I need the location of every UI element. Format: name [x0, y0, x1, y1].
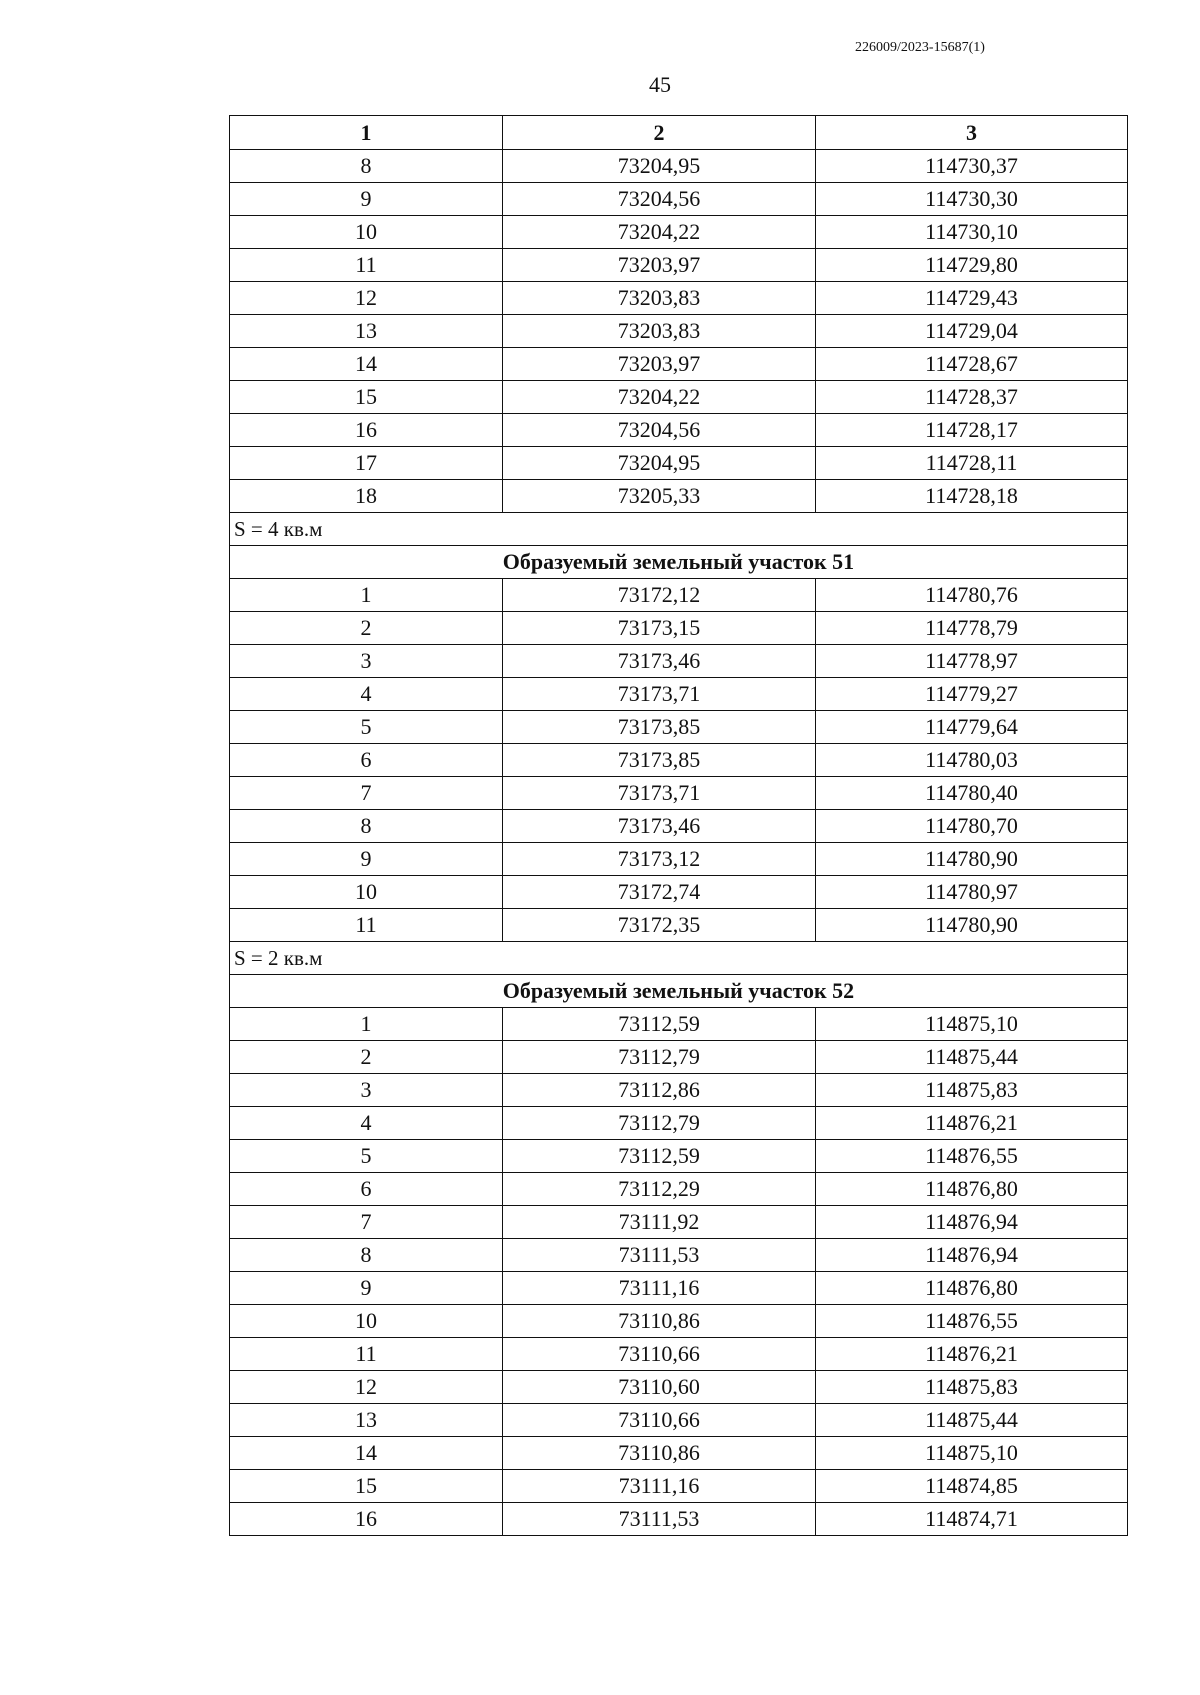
x-coordinate-cell: 73111,16: [503, 1470, 816, 1503]
coordinates-table-body: [230, 116, 1128, 1536]
y-coordinate-cell: 114780,70: [816, 810, 1128, 843]
y-coordinate-cell: 114875,10: [816, 1437, 1128, 1470]
y-coordinate-cell: 114876,55: [816, 1305, 1128, 1338]
column-header-x: 2: [503, 116, 816, 150]
y-coordinate-cell: 114876,21: [816, 1338, 1128, 1371]
y-coordinate-cell: 114779,27: [816, 678, 1128, 711]
x-coordinate-cell: 73204,22: [503, 381, 816, 414]
table-row: [230, 843, 1128, 876]
x-coordinate-cell: 73173,71: [503, 678, 816, 711]
y-coordinate-cell: 114778,79: [816, 612, 1128, 645]
x-coordinate-cell: 73173,12: [503, 843, 816, 876]
table-row: [230, 183, 1128, 216]
area-row: [230, 513, 1128, 546]
table-row: [230, 249, 1128, 282]
point-number-cell: 9: [230, 843, 503, 876]
x-coordinate-cell: 73110,66: [503, 1338, 816, 1371]
y-coordinate-cell: 114728,67: [816, 348, 1128, 381]
x-coordinate-cell: 73110,60: [503, 1371, 816, 1404]
table-row: [230, 1503, 1128, 1536]
table-row: [230, 1206, 1128, 1239]
point-number-cell: 7: [230, 777, 503, 810]
point-number-cell: 2: [230, 1041, 503, 1074]
table-row: [230, 1437, 1128, 1470]
x-coordinate-cell: 73203,83: [503, 315, 816, 348]
y-coordinate-cell: 114876,21: [816, 1107, 1128, 1140]
point-number-cell: 5: [230, 1140, 503, 1173]
point-number-cell: 12: [230, 1371, 503, 1404]
point-number-cell: 17: [230, 447, 503, 480]
table-row: [230, 645, 1128, 678]
x-coordinate-cell: 73110,86: [503, 1437, 816, 1470]
point-number-cell: 6: [230, 744, 503, 777]
y-coordinate-cell: 114876,80: [816, 1173, 1128, 1206]
point-number-cell: 18: [230, 480, 503, 513]
point-number-cell: 14: [230, 348, 503, 381]
y-coordinate-cell: 114874,71: [816, 1503, 1128, 1536]
point-number-cell: 10: [230, 1305, 503, 1338]
table-row: [230, 480, 1128, 513]
y-coordinate-cell: 114875,44: [816, 1041, 1128, 1074]
document-id: 226009/2023-15687(1): [855, 40, 985, 55]
table-row: [230, 315, 1128, 348]
table-row: [230, 1371, 1128, 1404]
area-row: [230, 942, 1128, 975]
x-coordinate-cell: 73203,97: [503, 348, 816, 381]
section-heading: Образуемый земельный участок 51: [230, 546, 1128, 579]
table-row: [230, 414, 1128, 447]
page-number: 45: [649, 72, 671, 97]
y-coordinate-cell: 114876,80: [816, 1272, 1128, 1305]
y-coordinate-cell: 114728,11: [816, 447, 1128, 480]
point-number-cell: 7: [230, 1206, 503, 1239]
column-header-y: 3: [816, 116, 1128, 150]
table-row: [230, 909, 1128, 942]
y-coordinate-cell: 114728,17: [816, 414, 1128, 447]
y-coordinate-cell: 114729,43: [816, 282, 1128, 315]
table-row: [230, 1008, 1128, 1041]
point-number-cell: 8: [230, 150, 503, 183]
table-row: [230, 1074, 1128, 1107]
table-row: [230, 1173, 1128, 1206]
y-coordinate-cell: 114874,85: [816, 1470, 1128, 1503]
x-coordinate-cell: 73204,95: [503, 447, 816, 480]
table-row: [230, 447, 1128, 480]
y-coordinate-cell: 114875,83: [816, 1371, 1128, 1404]
point-number-cell: 12: [230, 282, 503, 315]
x-coordinate-cell: 73173,46: [503, 645, 816, 678]
x-coordinate-cell: 73173,85: [503, 711, 816, 744]
x-coordinate-cell: 73172,74: [503, 876, 816, 909]
table-row: [230, 1041, 1128, 1074]
section-heading-row: [230, 546, 1128, 579]
point-number-cell: 13: [230, 315, 503, 348]
point-number-cell: 15: [230, 381, 503, 414]
x-coordinate-cell: 73111,92: [503, 1206, 816, 1239]
x-coordinate-cell: 73112,29: [503, 1173, 816, 1206]
table-row: [230, 1338, 1128, 1371]
x-coordinate-cell: 73173,15: [503, 612, 816, 645]
x-coordinate-cell: 73172,35: [503, 909, 816, 942]
point-number-cell: 6: [230, 1173, 503, 1206]
point-number-cell: 1: [230, 579, 503, 612]
x-coordinate-cell: 73112,59: [503, 1140, 816, 1173]
table-row: [230, 711, 1128, 744]
table-row: [230, 579, 1128, 612]
x-coordinate-cell: 73111,53: [503, 1239, 816, 1272]
table-row: [230, 1305, 1128, 1338]
y-coordinate-cell: 114780,90: [816, 909, 1128, 942]
table-row: [230, 348, 1128, 381]
table-row: [230, 678, 1128, 711]
x-coordinate-cell: 73110,66: [503, 1404, 816, 1437]
table-row: [230, 612, 1128, 645]
x-coordinate-cell: 73172,12: [503, 579, 816, 612]
y-coordinate-cell: 114778,97: [816, 645, 1128, 678]
y-coordinate-cell: 114730,30: [816, 183, 1128, 216]
point-number-cell: 9: [230, 183, 503, 216]
table-row: [230, 216, 1128, 249]
x-coordinate-cell: 73112,79: [503, 1107, 816, 1140]
table-row: [230, 1107, 1128, 1140]
point-number-cell: 11: [230, 909, 503, 942]
y-coordinate-cell: 114779,64: [816, 711, 1128, 744]
y-coordinate-cell: 114876,94: [816, 1206, 1128, 1239]
table-row: [230, 1272, 1128, 1305]
x-coordinate-cell: 73112,86: [503, 1074, 816, 1107]
table-row: [230, 1239, 1128, 1272]
table-row: [230, 1404, 1128, 1437]
x-coordinate-cell: 73111,16: [503, 1272, 816, 1305]
table-row: [230, 876, 1128, 909]
point-number-cell: 15: [230, 1470, 503, 1503]
y-coordinate-cell: 114875,83: [816, 1074, 1128, 1107]
point-number-cell: 9: [230, 1272, 503, 1305]
y-coordinate-cell: 114780,76: [816, 579, 1128, 612]
point-number-cell: 10: [230, 216, 503, 249]
y-coordinate-cell: 114780,90: [816, 843, 1128, 876]
x-coordinate-cell: 73204,95: [503, 150, 816, 183]
point-number-cell: 8: [230, 810, 503, 843]
section-heading-row: [230, 975, 1128, 1008]
table-row: [230, 381, 1128, 414]
x-coordinate-cell: 73204,56: [503, 414, 816, 447]
x-coordinate-cell: 73203,97: [503, 249, 816, 282]
area-label: S = 4 кв.м: [230, 513, 1128, 546]
x-coordinate-cell: 73204,56: [503, 183, 816, 216]
table-row: [230, 1470, 1128, 1503]
y-coordinate-cell: 114780,03: [816, 744, 1128, 777]
y-coordinate-cell: 114780,40: [816, 777, 1128, 810]
x-coordinate-cell: 73173,71: [503, 777, 816, 810]
point-number-cell: 10: [230, 876, 503, 909]
point-number-cell: 11: [230, 249, 503, 282]
table-row: [230, 810, 1128, 843]
point-number-cell: 11: [230, 1338, 503, 1371]
point-number-cell: 1: [230, 1008, 503, 1041]
point-number-cell: 16: [230, 1503, 503, 1536]
table-row: [230, 150, 1128, 183]
point-number-cell: 8: [230, 1239, 503, 1272]
table-row: [230, 777, 1128, 810]
point-number-cell: 3: [230, 645, 503, 678]
x-coordinate-cell: 73112,59: [503, 1008, 816, 1041]
area-label: S = 2 кв.м: [230, 942, 1128, 975]
y-coordinate-cell: 114875,10: [816, 1008, 1128, 1041]
x-coordinate-cell: 73111,53: [503, 1503, 816, 1536]
y-coordinate-cell: 114875,44: [816, 1404, 1128, 1437]
y-coordinate-cell: 114728,18: [816, 480, 1128, 513]
x-coordinate-cell: 73203,83: [503, 282, 816, 315]
point-number-cell: 5: [230, 711, 503, 744]
x-coordinate-cell: 73205,33: [503, 480, 816, 513]
table-row: [230, 282, 1128, 315]
point-number-cell: 3: [230, 1074, 503, 1107]
table-row: [230, 1140, 1128, 1173]
point-number-cell: 4: [230, 678, 503, 711]
column-header-point: 1: [230, 116, 503, 150]
y-coordinate-cell: 114730,37: [816, 150, 1128, 183]
point-number-cell: 4: [230, 1107, 503, 1140]
x-coordinate-cell: 73112,79: [503, 1041, 816, 1074]
y-coordinate-cell: 114729,80: [816, 249, 1128, 282]
y-coordinate-cell: 114728,37: [816, 381, 1128, 414]
y-coordinate-cell: 114876,55: [816, 1140, 1128, 1173]
point-number-cell: 14: [230, 1437, 503, 1470]
point-number-cell: 13: [230, 1404, 503, 1437]
y-coordinate-cell: 114876,94: [816, 1239, 1128, 1272]
table-row: [230, 744, 1128, 777]
x-coordinate-cell: 73173,46: [503, 810, 816, 843]
table-header-row: [230, 116, 1128, 150]
section-heading: Образуемый земельный участок 52: [230, 975, 1128, 1008]
x-coordinate-cell: 73173,85: [503, 744, 816, 777]
point-number-cell: 16: [230, 414, 503, 447]
coordinates-table: [229, 115, 1128, 1536]
x-coordinate-cell: 73110,86: [503, 1305, 816, 1338]
x-coordinate-cell: 73204,22: [503, 216, 816, 249]
y-coordinate-cell: 114729,04: [816, 315, 1128, 348]
y-coordinate-cell: 114730,10: [816, 216, 1128, 249]
point-number-cell: 2: [230, 612, 503, 645]
y-coordinate-cell: 114780,97: [816, 876, 1128, 909]
